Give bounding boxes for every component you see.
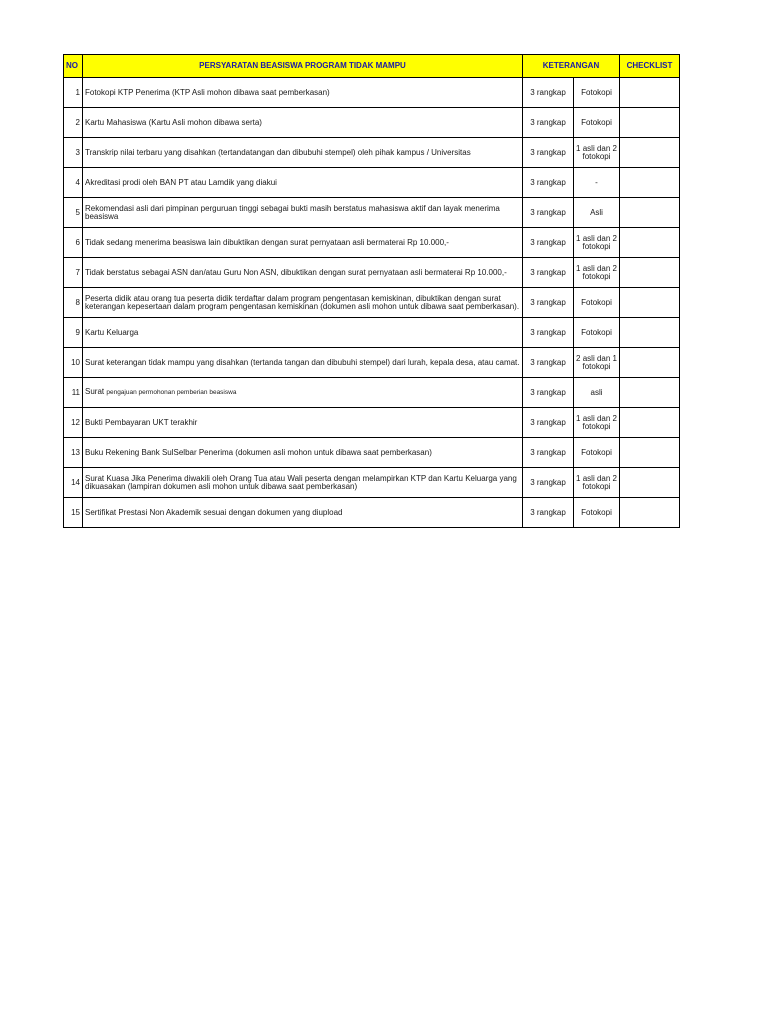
row-number: 5 [64,198,83,228]
description-cell: Fotokopi [574,318,620,348]
quantity-cell: 3 rangkap [523,288,574,318]
requirement-cell: Sertifikat Prestasi Non Akademik sesuai dengan dokumen yang diupload [83,498,523,528]
quantity-cell: 3 rangkap [523,78,574,108]
row-number: 9 [64,318,83,348]
row-number: 10 [64,348,83,378]
checklist-cell[interactable] [620,258,680,288]
quantity-cell: 3 rangkap [523,408,574,438]
quantity-cell: 3 rangkap [523,318,574,348]
table-row [64,468,680,498]
requirement-cell [83,378,523,408]
description-cell: Fotokopi [574,78,620,108]
description-cell: Fotokopi [574,438,620,468]
description-cell: Fotokopi [574,288,620,318]
requirement-cell: Transkrip nilai terbaru yang disahkan (tertandatangan dan dibubuhi stempel) oleh pihak kampus / Universitas [83,138,523,168]
requirement-cell: Buku Rekening Bank SulSelbar Penerima (dokumen asli mohon untuk dibawa saat pemberkasan) [83,438,523,468]
row-number: 12 [64,408,83,438]
checklist-cell[interactable] [620,378,680,408]
row-number: 13 [64,438,83,468]
requirement-cell: Kartu Keluarga [83,318,523,348]
table-row [64,258,680,288]
row-number: 4 [64,168,83,198]
description-cell: Fotokopi [574,108,620,138]
checklist-cell[interactable] [620,408,680,438]
header-description: KETERANGAN [523,55,620,78]
quantity-cell: 3 rangkap [523,198,574,228]
description-cell: Asli [574,198,620,228]
table-row [64,378,680,408]
description-cell: 1 asli dan 2 fotokopi [574,468,620,498]
row-number: 1 [64,78,83,108]
row-number: 11 [64,378,83,408]
description-cell: 1 asli dan 2 fotokopi [574,408,620,438]
row-number: 8 [64,288,83,318]
quantity-cell: 3 rangkap [523,168,574,198]
checklist-cell[interactable] [620,78,680,108]
table-row [64,198,680,228]
requirement-cell: Rekomendasi asli dari pimpinan perguruan tinggi sebagai bukti masih berstatus mahasiswa aktif dan layak menerima beasiswa [83,198,523,228]
checklist-cell[interactable] [620,108,680,138]
requirement-cell: Akreditasi prodi oleh BAN PT atau Lamdik yang diakui [83,168,523,198]
checklist-cell[interactable] [620,198,680,228]
table-row [64,438,680,468]
table-row [64,228,680,258]
checklist-cell[interactable] [620,288,680,318]
requirements-table [63,54,680,528]
quantity-cell: 3 rangkap [523,438,574,468]
checklist-cell[interactable] [620,168,680,198]
description-cell: asli [574,378,620,408]
table-row [64,78,680,108]
checklist-cell[interactable] [620,498,680,528]
quantity-cell: 3 rangkap [523,348,574,378]
requirement-cell: Surat keterangan tidak mampu yang disahkan (tertanda tangan dan dibubuhi stempel) dari lurah, kepala desa, atau camat. [83,348,523,378]
description-cell: 1 asli dan 2 fotokopi [574,258,620,288]
row-number: 15 [64,498,83,528]
requirement-cell: Surat Kuasa Jika Penerima diwakili oleh Orang Tua atau Wali peserta dengan melampirkan KTP dan Kartu Keluarga yang dikuasakan (lampiran dokumen asli mohon untuk dibawa saat pemberkasan) [83,468,523,498]
table-row [64,408,680,438]
row-number: 6 [64,228,83,258]
table-row [64,318,680,348]
row-number: 7 [64,258,83,288]
table-row [64,348,680,378]
checklist-cell[interactable] [620,438,680,468]
header-row [64,55,680,78]
table-row [64,288,680,318]
requirement-cell: Tidak sedang menerima beasiswa lain dibuktikan dengan surat pernyataan asli bermaterai Rp 10.000,- [83,228,523,258]
quantity-cell: 3 rangkap [523,378,574,408]
requirement-cell: Peserta didik atau orang tua peserta didik terdaftar dalam program pengentasan kemiskinan, dibuktikan dengan surat keterangan kepesertaan dalam program pengentasan kemiskinan (dokumen asli mohon untuk dibawa saat pemberkasan). [83,288,523,318]
quantity-cell: 3 rangkap [523,138,574,168]
row-number: 14 [64,468,83,498]
requirement-cell: Kartu Mahasiswa (Kartu Asli mohon dibawa serta) [83,108,523,138]
requirement-text-small: pengajuan permohonan pemberian beasiswa [106,389,237,396]
checklist-cell[interactable] [620,348,680,378]
description-cell: 1 asli dan 2 fotokopi [574,138,620,168]
header-requirement: PERSYARATAN BEASISWA PROGRAM TIDAK MAMPU [83,55,523,78]
description-cell: - [574,168,620,198]
description-cell: 1 asli dan 2 fotokopi [574,228,620,258]
description-cell: Fotokopi [574,498,620,528]
quantity-cell: 3 rangkap [523,228,574,258]
quantity-cell: 3 rangkap [523,468,574,498]
quantity-cell: 3 rangkap [523,108,574,138]
requirement-text: Surat [85,387,107,396]
requirement-cell: Fotokopi KTP Penerima (KTP Asli mohon dibawa saat pemberkasan) [83,78,523,108]
quantity-cell: 3 rangkap [523,498,574,528]
table-row [64,498,680,528]
checklist-cell[interactable] [620,318,680,348]
checklist-cell[interactable] [620,228,680,258]
table-row [64,138,680,168]
checklist-cell[interactable] [620,138,680,168]
table-row [64,168,680,198]
row-number: 3 [64,138,83,168]
requirement-cell: Tidak berstatus sebagai ASN dan/atau Guru Non ASN, dibuktikan dengan surat pernyataan asli bermaterai Rp 10.000,- [83,258,523,288]
header-no: NO [64,55,83,78]
checklist-cell[interactable] [620,468,680,498]
description-cell: 2 asli dan 1 fotokopi [574,348,620,378]
table-row [64,108,680,138]
quantity-cell: 3 rangkap [523,258,574,288]
header-checklist: CHECKLIST [620,55,680,78]
row-number: 2 [64,108,83,138]
requirement-cell: Bukti Pembayaran UKT terakhir [83,408,523,438]
